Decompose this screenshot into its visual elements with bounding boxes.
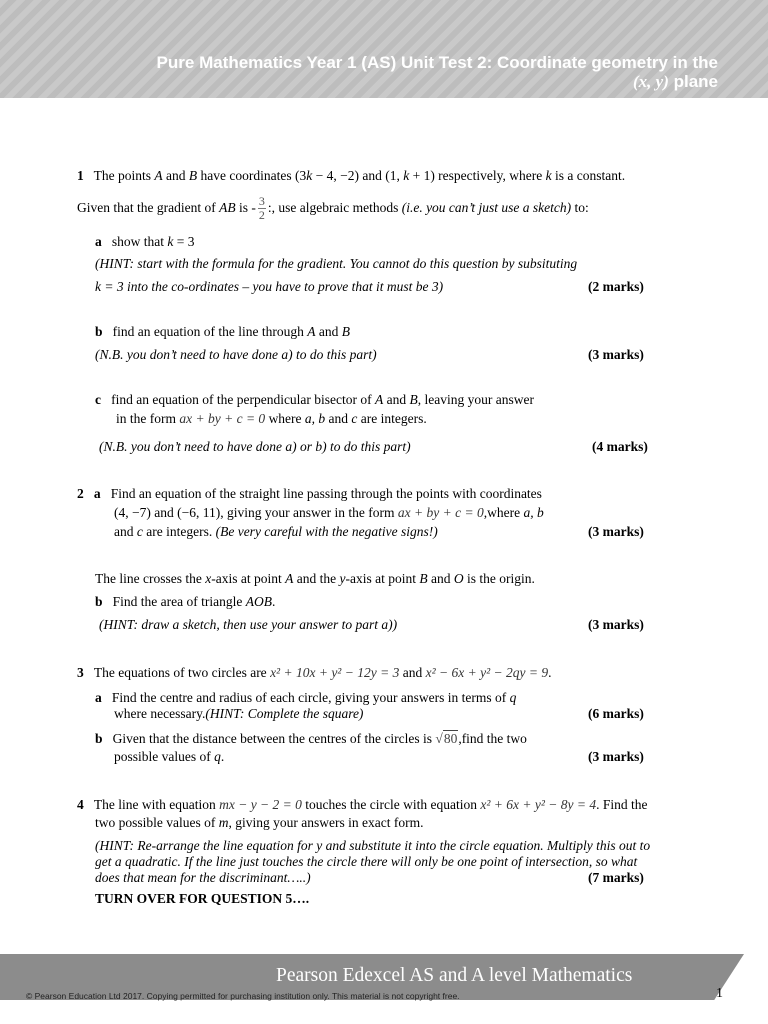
q3-part-b-line1: b Given that the distance between the centres of the circles is √80,find the two (95, 731, 527, 746)
question-number: 4 (77, 797, 84, 812)
q4-marks: (7 marks) (588, 870, 644, 885)
q3-part-b-line2: possible values of q. (114, 749, 225, 764)
q2-b-hint: (HINT: draw a sketch, then use your answer to part a)) (99, 617, 398, 632)
q2-part-a-line1: 2 a Find an equation of the straight line passing through the points with coordinates (77, 486, 542, 501)
line-form-equation: ax + by + c = 0 (179, 411, 266, 426)
q1-part-a: a show that k = 3 (95, 234, 195, 249)
q1-c-marks: (4 marks) (592, 439, 648, 454)
q1-part-c-line1: c find an equation of the perpendicular bisector of A and B, leaving your answer (95, 392, 534, 407)
copyright-notice: © Pearson Education Ltd 2017. Copying permitted for purchasing institution only. This material is not copyright free. (26, 991, 460, 1001)
q1-c-note: (N.B. you don’t need to have done a) or b) to do this part) (99, 439, 411, 454)
q4-line2: two possible values of m, giving your answers in exact form. (95, 815, 424, 830)
q3-intro: 3 The equations of two circles are x² + 10x + y² − 12y = 3 and x² − 6x + y² − 2qy = 9. (77, 665, 552, 680)
q1-part-b: b find an equation of the line through A and B (95, 324, 350, 339)
circle-equation: x² + 6x + y² − 8y = 4 (480, 797, 597, 812)
q3-part-a-line1: a Find the centre and radius of each circle, giving your answers in terms of q (95, 690, 517, 705)
question-number: 2 (77, 486, 84, 501)
q1-a-marks: (2 marks) (588, 279, 644, 294)
q2-b-marks: (3 marks) (588, 617, 644, 632)
question-number: 1 (77, 168, 84, 183)
turn-over-note: TURN OVER FOR QUESTION 5…. (95, 891, 310, 906)
q2-a-marks: (3 marks) (588, 524, 644, 539)
q2-part-a-line2: (4, −7) and (−6, 11), giving your answer in the form ax + by + c = 0,where a, b (114, 505, 544, 520)
document-title: Pure Mathematics Year 1 (AS) Unit Test 2: Coordinate geometry in the (x, y) plane (156, 53, 718, 91)
question-number: 3 (77, 665, 84, 680)
q3-part-a-line2: where necessary.(HINT: Complete the square) (114, 706, 364, 721)
title-variables: (x, y) (633, 72, 669, 91)
circle-equation-1: x² + 10x + y² − 12y = 3 (270, 665, 400, 680)
gradient-fraction: $\frac{3}{2}$ (258, 194, 265, 223)
q4-hint-line3: does that mean for the discriminant…..) (95, 870, 311, 885)
line-equation: mx − y − 2 = 0 (219, 797, 302, 812)
q4-hint-line1: (HINT: Re-arrange the line equation for y and substitute it into the circle equation. Multiply this out to (95, 838, 651, 853)
q1-part-c-line2: in the form ax + by + c = 0 where a, b and c are integers. (116, 411, 427, 426)
q1-a-hint-line1: (HINT: start with the formula for the gradient. You cannot do this question by subsituting (95, 256, 578, 271)
q4-hint-line2: get a quadratic. If the line just touches the circle there will only be one point of intersection, so what (95, 854, 638, 869)
square-root-80: √80 (435, 731, 458, 746)
q2-crosses-text: The line crosses the x-axis at point A and the y-axis at point B and O is the origin. (95, 571, 535, 586)
q1-a-hint-line2: k = 3 into the co-ordinates – you have to prove that it must be 3) (95, 279, 444, 294)
q4-line1: 4 The line with equation mx − y − 2 = 0 touches the circle with equation x² + 6x + y² − 8y = 4. Find the (77, 797, 648, 812)
page-number: 1 (716, 986, 723, 1001)
circle-equation-2: x² − 6x + y² − 2qy = 9 (425, 665, 549, 680)
footer-brand: Pearson Edexcel AS and A level Mathematics (276, 965, 633, 986)
q3-b-marks: (3 marks) (588, 749, 644, 764)
header-banner (0, 0, 768, 98)
q1-intro: 1 The points A and B have coordinates (3k − 4, −2) and (1, k + 1) respectively, where k is a constant. (77, 168, 626, 183)
q1-b-marks: (3 marks) (588, 347, 644, 362)
q1-b-note: (N.B. you don’t need to have done a) to do this part) (95, 347, 377, 362)
q2-part-b: b Find the area of triangle AOB. (95, 594, 276, 609)
q3-a-marks: (6 marks) (588, 706, 644, 721)
q2-part-a-line3: and c are integers. (Be very careful with the negative signs!) (114, 524, 438, 539)
q1-given: Given that the gradient of AB is - $\frac{3}{2}$ :, use algebraic methods (i.e. you can’t just use a sketch) to: (77, 194, 589, 223)
